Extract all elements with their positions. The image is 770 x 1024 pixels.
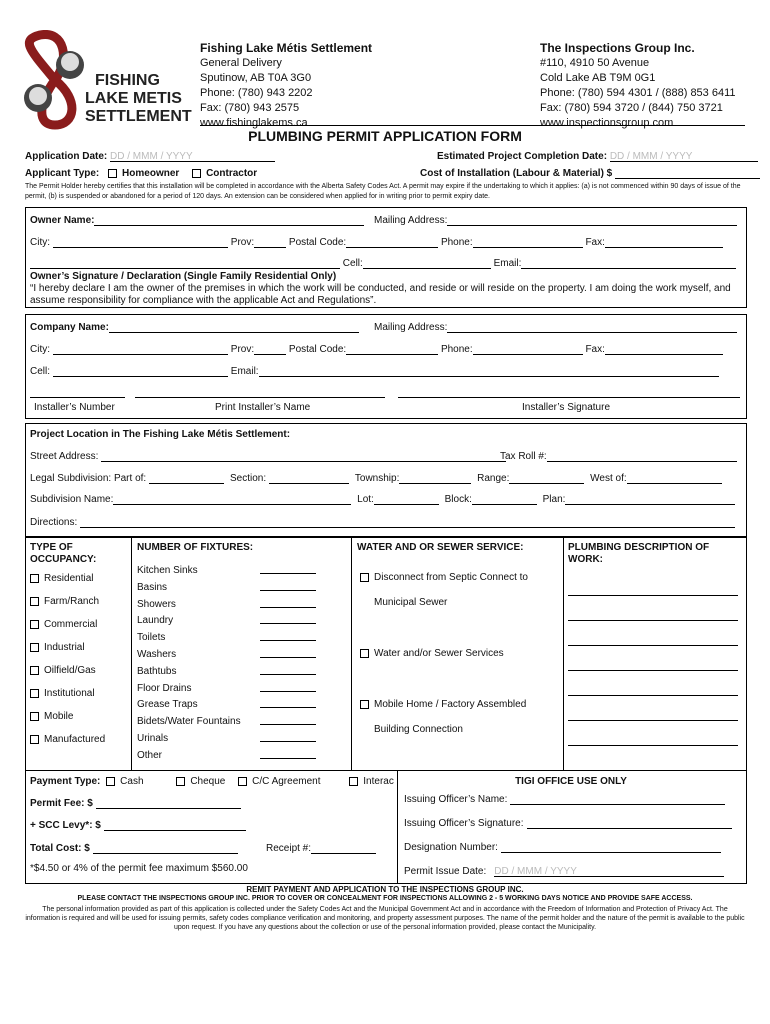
cheque-checkbox[interactable] — [176, 777, 185, 786]
company-city-label: City: — [30, 344, 50, 355]
owner-cell-label: Cell: — [342, 258, 363, 269]
fixture-label: Bidets/Water Fountains — [137, 716, 241, 728]
fixture-count-field[interactable] — [260, 683, 316, 692]
office-title: TIGI OFFICE USE ONLY — [515, 776, 627, 787]
occupancy-option: Industrial — [44, 642, 85, 653]
directions-label: Directions: — [30, 517, 78, 528]
block-field[interactable] — [472, 494, 537, 505]
company-email-label: Email: — [230, 366, 259, 377]
form-title: PLUMBING PERMIT APPLICATION FORM — [248, 128, 522, 144]
water-option-3: Mobile Home / Factory Assembled — [374, 699, 527, 710]
township-label: Township: — [354, 473, 400, 484]
permit-fee-label: Permit Fee: $ — [30, 798, 93, 809]
inspections-address — [540, 41, 736, 131]
officer-name-field[interactable] — [510, 794, 725, 805]
part-of-field[interactable] — [149, 473, 224, 484]
township-field[interactable] — [399, 473, 471, 484]
settlement-line: Phone: (780) 943 2202 — [200, 87, 313, 99]
application-date-field[interactable]: DD / MMM / YYYY — [110, 151, 275, 162]
description-line[interactable] — [568, 670, 738, 671]
fixture-count-field[interactable] — [260, 615, 316, 624]
fixture-label: Kitchen Sinks — [137, 565, 198, 576]
fixtures-list — [137, 565, 322, 767]
company-phone-field[interactable] — [473, 344, 583, 355]
lot-label: Lot: — [357, 494, 374, 505]
inspections-line: #110, 4910 50 Avenue — [540, 57, 650, 69]
west-of-field[interactable] — [627, 473, 722, 484]
water-title: WATER AND OR SEWER SERVICE: — [357, 542, 524, 553]
fixture-label: Urinals — [137, 732, 169, 744]
occupancy-option: Farm/Ranch — [44, 596, 100, 607]
occupancy-checkbox[interactable] — [30, 666, 39, 675]
installer-number-label: Installer’s Number — [34, 402, 115, 413]
completion-date-field[interactable]: DD / MMM / YYYY — [610, 151, 758, 162]
fixture-count-field[interactable] — [260, 750, 316, 759]
description-line[interactable] — [568, 720, 738, 721]
settlement-logo — [10, 30, 192, 130]
footer-privacy: The personal information provided as part of this application is collected under the Safety Codes Act and the Municipal Government Act and in accordance with the Freedom of Information and Protection of Privacy Act. The information is required and will be used for issuing permits, safety codes compliance verification and monitoring, and property assessment purposes. The name of the permit holder and the nature of the permit is available to the public upon request. If you have any questions about the collection or use of the personal information provided, please contact the Municipality. — [25, 906, 745, 931]
owner-fax-field[interactable] — [605, 237, 723, 248]
settlement-address — [200, 41, 372, 131]
fixture-label: Basins — [137, 581, 168, 593]
occupancy-checkbox[interactable] — [30, 643, 39, 652]
company-name-label: Company Name: — [30, 322, 109, 333]
logo-line2: LAKE METIS — [85, 90, 182, 107]
company-prov-label: Prov: — [230, 344, 255, 355]
owner-prov-label: Prov: — [230, 237, 255, 248]
legal-subdivision-label: Legal Subdivision: Part of: — [30, 473, 147, 484]
street-field[interactable] — [101, 451, 506, 462]
company-cell-field[interactable] — [53, 366, 228, 377]
tax-roll-label: Tax Roll #: — [500, 451, 547, 462]
interac-label: Interac — [363, 776, 394, 787]
company-email-field[interactable] — [259, 366, 719, 377]
range-field[interactable] — [509, 473, 584, 484]
total-cost-label: Total Cost: $ — [30, 843, 90, 854]
inspections-line: Fax: (780) 594 3720 / (844) 750 3721 — [540, 102, 723, 114]
occupancy-checkbox[interactable] — [30, 689, 39, 698]
occupancy-list — [30, 573, 105, 757]
owner-email-field[interactable] — [521, 258, 736, 269]
settlement-line: www.fishinglakems.ca — [200, 117, 308, 129]
applicant-type-label: Applicant Type: — [25, 168, 100, 179]
total-cost-field[interactable] — [93, 843, 238, 854]
water-option-3b: Building Connection — [374, 724, 463, 735]
fixture-label: Floor Drains — [137, 682, 192, 694]
fixture-label: Grease Traps — [137, 699, 198, 711]
payment-type-label: Payment Type: — [30, 776, 101, 787]
logo-line1: FISHING — [95, 72, 160, 89]
receipt-label: Receipt #: — [266, 843, 312, 854]
description-line[interactable] — [568, 620, 738, 621]
cost-label: Cost of Installation (Labour & Material) $ — [420, 168, 613, 179]
fixture-count-field[interactable] — [260, 632, 316, 641]
scc-levy-field[interactable] — [104, 820, 246, 831]
cheque-label: Cheque — [190, 776, 226, 787]
fixture-count-field[interactable] — [260, 649, 316, 658]
cash-checkbox[interactable] — [106, 777, 115, 786]
occupancy-option: Oilfield/Gas — [44, 665, 96, 676]
settlement-name: Fishing Lake Métis Settlement — [200, 41, 373, 55]
certify-text: The Permit Holder hereby certifies that this installation will be completed in accordance with the Alberta Safety Codes Act. A permit may expire if the undertaking to which it applies: (a) is not commenced within 90 days of issue of the permit, (b) is suspended or abandoned for a period of 120 days. An extension can be considered when applied for in writing prior to permit expiry date. — [25, 183, 741, 200]
settlement-line: Fax: (780) 943 2575 — [200, 102, 300, 114]
logo-line3: SETTLEMENT — [85, 108, 192, 125]
completion-date-label: Estimated Project Completion Date: — [437, 151, 608, 162]
occupancy-option: Mobile — [44, 711, 74, 722]
subdivision-field[interactable] — [113, 494, 351, 505]
owner-prov-field[interactable] — [254, 237, 286, 248]
section-field[interactable] — [269, 473, 349, 484]
owner-mailing-field[interactable] — [447, 215, 737, 226]
officer-signature-label: Issuing Officer’s Signature: — [404, 818, 524, 829]
water-disconnect-checkbox[interactable] — [360, 573, 369, 582]
installer-signature-field[interactable] — [398, 397, 740, 398]
installer-number-field[interactable] — [30, 397, 125, 398]
block-label: Block: — [444, 494, 472, 505]
occupancy-title: TYPE OF OCCUPANCY: — [30, 542, 97, 565]
cash-label: Cash — [120, 776, 144, 787]
fixture-label: Other — [137, 749, 163, 761]
company-mailing-field[interactable] — [447, 322, 737, 333]
fixture-label: Bathtubs — [137, 665, 177, 677]
fixture-label: Showers — [137, 598, 176, 610]
section-label: Section: — [229, 473, 267, 484]
occupancy-checkbox[interactable] — [30, 735, 39, 744]
water-option-2: Water and/or Sewer Services — [374, 648, 504, 659]
footer-contact: PLEASE CONTACT THE INSPECTIONS GROUP INC. PRIOR TO COVER OR CONCEALMENT FOR INSPECTIONS ALLOWING 2 - 5 WORKING DAYS NOTICE AND PROVIDE SAFE ACCESS. — [77, 895, 693, 902]
cost-field[interactable] — [615, 168, 760, 179]
installer-print-name-label: Print Installer’s Name — [215, 402, 311, 413]
occupancy-checkbox[interactable] — [30, 620, 39, 629]
occupancy-checkbox[interactable] — [30, 574, 39, 583]
owner-phone-label: Phone: — [440, 237, 473, 248]
installer-signature-label: Installer’s Signature — [522, 402, 611, 413]
owner-email-label: Email: — [493, 258, 522, 269]
owner-cell-field[interactable] — [363, 258, 491, 269]
permit-fee-field[interactable] — [96, 798, 241, 809]
company-postal-label: Postal Code: — [288, 344, 347, 355]
designation-label: Designation Number: — [404, 842, 498, 853]
water-option-1b: Municipal Sewer — [374, 597, 448, 608]
owner-signature-text: “I hereby declare I am the owner of the premises in which the work will be conducted, and reside or will reside on the property. I am doing the work myself, and assume responsibility for compliance with the applicable Act and Regulations”. — [30, 283, 731, 306]
description-line[interactable] — [568, 695, 738, 696]
settlement-line: General Delivery — [200, 57, 282, 69]
contractor-label: Contractor — [206, 168, 258, 179]
water-mobile-checkbox[interactable] — [360, 700, 369, 709]
issue-date-label: Permit Issue Date: — [404, 866, 487, 877]
owner-city-field[interactable] — [53, 237, 228, 248]
owner-postal-label: Postal Code: — [288, 237, 347, 248]
owner-mailing-label: Mailing Address: — [374, 215, 448, 226]
description-line[interactable] — [568, 595, 738, 596]
company-fax-label: Fax: — [585, 344, 605, 355]
street-label: Street Address: — [30, 451, 99, 462]
owner-signature-title: Owner’s Signature / Declaration (Single Family Residential Only) — [30, 271, 337, 282]
lot-field[interactable] — [374, 494, 439, 505]
description-line[interactable] — [568, 745, 738, 746]
cc-label: C/C Agreement — [252, 776, 321, 787]
company-mailing-label: Mailing Address: — [374, 322, 448, 333]
inspections-name: The Inspections Group Inc. — [540, 41, 695, 55]
location-title: Project Location in The Fishing Lake Métis Settlement: — [30, 429, 291, 440]
plan-label: Plan: — [542, 494, 566, 505]
tax-roll-field[interactable] — [547, 451, 737, 462]
homeowner-label: Homeowner — [122, 168, 180, 179]
company-city-field[interactable] — [53, 344, 228, 355]
fixture-label: Toilets — [137, 632, 166, 644]
company-fax-field[interactable] — [605, 344, 723, 355]
company-name-field[interactable] — [109, 322, 359, 333]
footer-remit: REMIT PAYMENT AND APPLICATION TO THE INSPECTIONS GROUP INC. — [246, 885, 524, 894]
cc-checkbox[interactable] — [238, 777, 247, 786]
occupancy-option: Institutional — [44, 688, 95, 699]
description-line[interactable] — [568, 645, 738, 646]
inspections-line: www.inspectionsgroup.com — [540, 117, 674, 129]
plan-field[interactable] — [565, 494, 735, 505]
fixture-count-field[interactable] — [260, 565, 316, 574]
water-services-checkbox[interactable] — [360, 649, 369, 658]
occupancy-option: Manufactured — [44, 734, 106, 745]
scc-levy-label: + SCC Levy*: $ — [30, 820, 101, 831]
company-prov-field[interactable] — [254, 344, 286, 355]
officer-signature-field[interactable] — [527, 818, 732, 829]
company-postal-field[interactable] — [346, 344, 438, 355]
water-option-1: Disconnect from Septic Connect to — [374, 572, 528, 583]
interac-checkbox[interactable] — [349, 777, 358, 786]
officer-name-label: Issuing Officer’s Name: — [404, 794, 508, 805]
issue-date-field[interactable]: DD / MMM / YYYY — [494, 866, 724, 877]
subdivision-label: Subdivision Name: — [30, 494, 114, 505]
fixture-label: Washers — [137, 648, 177, 660]
owner-postal-field[interactable] — [346, 237, 438, 248]
installer-print-name-field[interactable] — [135, 397, 385, 398]
fixture-label: Laundry — [137, 615, 174, 627]
description-title: PLUMBING DESCRIPTION OF WORK: — [568, 542, 710, 565]
homeowner-checkbox[interactable] — [108, 169, 117, 178]
occupancy-checkbox[interactable] — [30, 712, 39, 721]
fixture-count-field[interactable] — [260, 716, 316, 725]
company-cell-label: Cell: — [30, 366, 51, 377]
inspections-line: Phone: (780) 594 4301 / (888) 853 6411 — [540, 87, 736, 99]
fixture-count-field[interactable] — [260, 582, 316, 591]
occupancy-checkbox[interactable] — [30, 597, 39, 606]
west-of-label: West of: — [590, 473, 627, 484]
fixture-count-field[interactable] — [260, 699, 316, 708]
settlement-line: Sputinow, AB T0A 3G0 — [200, 72, 312, 84]
inspections-line: Cold Lake AB T9M 0G1 — [540, 72, 656, 84]
owner-phone-field[interactable] — [473, 237, 583, 248]
occupancy-option: Residential — [44, 573, 94, 584]
header-rule — [200, 125, 745, 126]
occupancy-option: Commercial — [44, 619, 98, 630]
owner-blank-field[interactable] — [30, 258, 340, 269]
receipt-field[interactable] — [311, 843, 376, 854]
owner-fax-label: Fax: — [585, 237, 605, 248]
company-phone-label: Phone: — [440, 344, 473, 355]
fixtures-title: NUMBER OF FIXTURES: — [137, 542, 254, 553]
owner-name-field[interactable] — [94, 215, 364, 226]
fixture-count-field[interactable] — [260, 733, 316, 742]
fixture-count-field[interactable] — [260, 666, 316, 675]
scc-note: *$4.50 or 4% of the permit fee maximum $560.00 — [30, 863, 248, 874]
directions-field[interactable] — [80, 517, 735, 528]
contractor-checkbox[interactable] — [192, 169, 201, 178]
owner-name-label: Owner Name: — [30, 215, 95, 226]
application-date-label: Application Date: — [25, 151, 108, 162]
range-label: Range: — [477, 473, 510, 484]
designation-field[interactable] — [501, 842, 721, 853]
fixture-count-field[interactable] — [260, 599, 316, 608]
owner-city-label: City: — [30, 237, 50, 248]
